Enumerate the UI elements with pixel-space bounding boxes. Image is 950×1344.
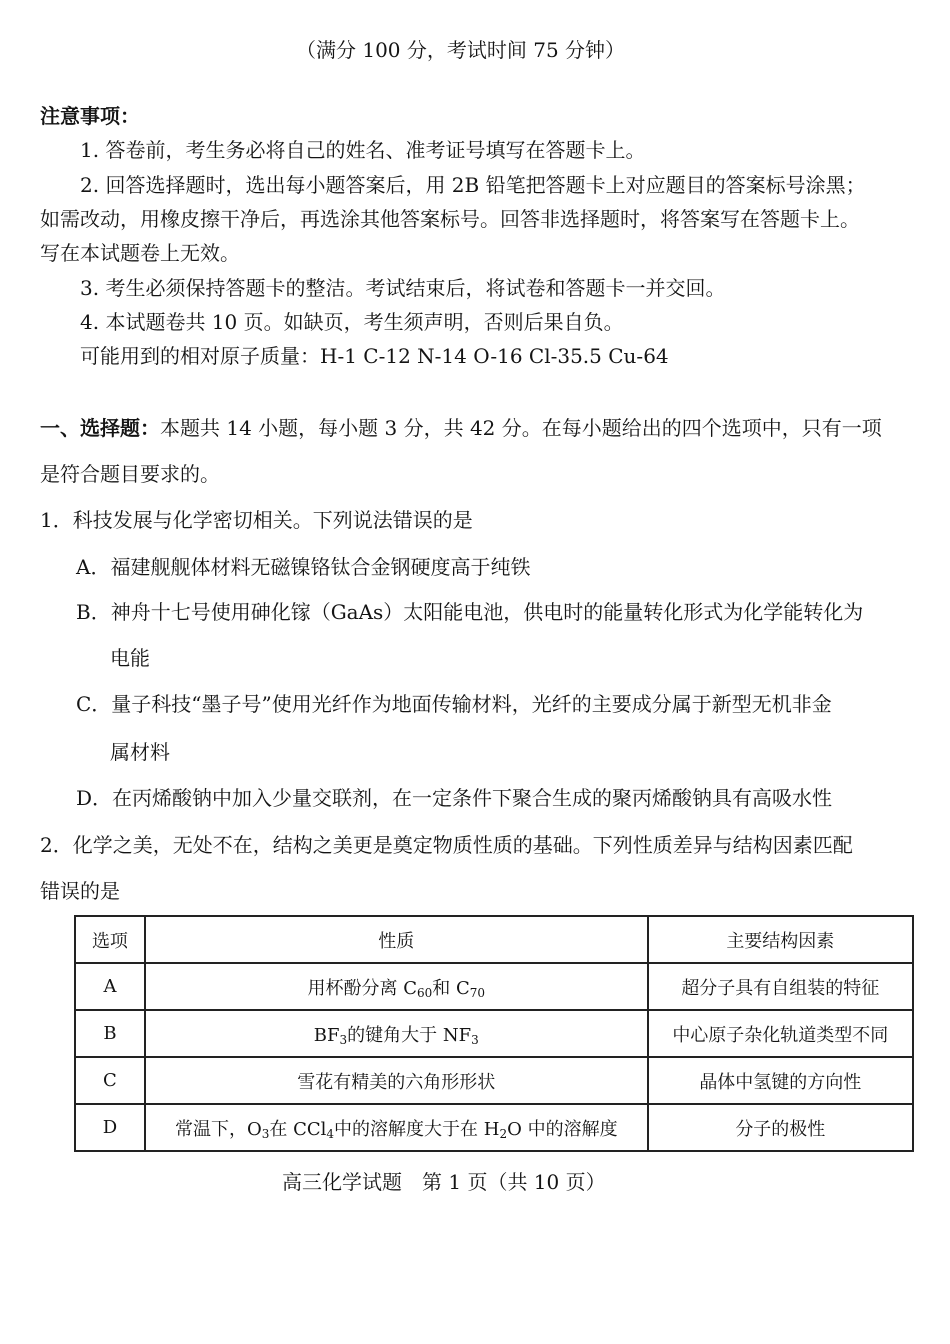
q1-stem: 1．科技发展与化学密切相关。下列说法错误的是: [40, 508, 473, 532]
row-factor: 晶体中氢键的方向性: [648, 1057, 913, 1104]
q1-option-b: B．神舟十七号使用砷化镓（GaAs）太阳能电池，供电时的能量转化形式为化学能转化为: [76, 600, 864, 624]
table-row: [75, 1104, 913, 1151]
row-option: D: [75, 1104, 145, 1151]
notice-item-1: 1. 答卷前，考生务必将自己的姓名、准考证号填写在答题卡上。: [80, 138, 646, 162]
q1-option-a: A．福建舰舰体材料无磁镍铬钛合金钢硬度高于纯铁: [76, 555, 531, 579]
row-factor: 分子的极性: [648, 1104, 913, 1151]
table-row: [75, 1010, 913, 1057]
table-header-row: [75, 916, 913, 963]
section-instructions-cont: 是符合题目要求的。: [40, 462, 220, 486]
page-footer: 高三化学试题 第 1 页（共 10 页）: [282, 1170, 606, 1194]
table-row: [75, 1057, 913, 1104]
q1-option-d: D．在丙烯酸钠中加入少量交联剂，在一定条件下聚合生成的聚丙烯酸钠具有高吸水性: [76, 786, 833, 810]
q1-option-b-cont: 电能: [110, 646, 150, 670]
row-factor: 中心原子杂化轨道类型不同: [648, 1010, 913, 1057]
notice-item-2: 2. 回答选择题时，选出每小题答案后，用 2B 铅笔把答题卡上对应题目的答案标号涂黑；: [80, 173, 866, 197]
q1-option-c-cont: 属材料: [110, 740, 170, 764]
notice-item-2-cont2: 写在本试题卷上无效。: [40, 241, 240, 265]
exam-header: （满分 100 分，考试时间 75 分钟）: [296, 38, 626, 62]
section-title: 一、选择题：: [40, 416, 160, 440]
row-option: B: [75, 1010, 145, 1057]
row-factor: 超分子具有自组装的特征: [648, 963, 913, 1010]
section-instructions: 本题共 14 小题，每小题 3 分，共 42 分。在每小题给出的四个选项中，只有一项: [160, 416, 882, 440]
section-heading: [40, 416, 882, 440]
header-factor: 主要结构因素: [648, 916, 913, 963]
row-property: $BF_3$的键角大于 $NF_3$: [145, 1010, 648, 1057]
row-property: 用杯酚分离 $C_{60}$和 $C_{70}$: [145, 963, 648, 1010]
q2-stem-cont: 错误的是: [40, 879, 120, 903]
header-property: 性质: [145, 916, 648, 963]
notice-title: 注意事项：: [40, 104, 140, 128]
q2-stem: 2．化学之美，无处不在，结构之美更是奠定物质性质的基础。下列性质差异与结构因素匹配: [40, 833, 853, 857]
notice-item-3: 3. 考生必须保持答题卡的整洁。考试结束后，将试卷和答题卡一并交回。: [80, 276, 726, 300]
row-property: 雪花有精美的六角形形状: [145, 1057, 648, 1104]
row-property: 常温下，$O_3$在 CCl$_4$中的溶解度大于在 $H_2O$ 中的溶解度: [145, 1104, 648, 1151]
row-option: A: [75, 963, 145, 1010]
table-row: [75, 963, 913, 1010]
q1-option-c: C．量子科技“墨子号”使用光纤作为地面传输材料，光纤的主要成分属于新型无机非金: [76, 692, 832, 716]
notice-item-2-cont: 如需改动，用橡皮擦干净后，再选涂其他答案标号。回答非选择题时，将答案写在答题卡上。: [40, 207, 860, 231]
notice-item-4: 4. 本试题卷共 10 页。如缺页，考生须声明，否则后果自负。: [80, 310, 624, 334]
atomic-masses: 可能用到的相对原子质量：H-1 C-12 N-14 O-16 Cl-35.5 Cu-64: [80, 344, 669, 368]
q2-table: [74, 915, 914, 1152]
row-option: C: [75, 1057, 145, 1104]
header-option: 选项: [75, 916, 145, 963]
